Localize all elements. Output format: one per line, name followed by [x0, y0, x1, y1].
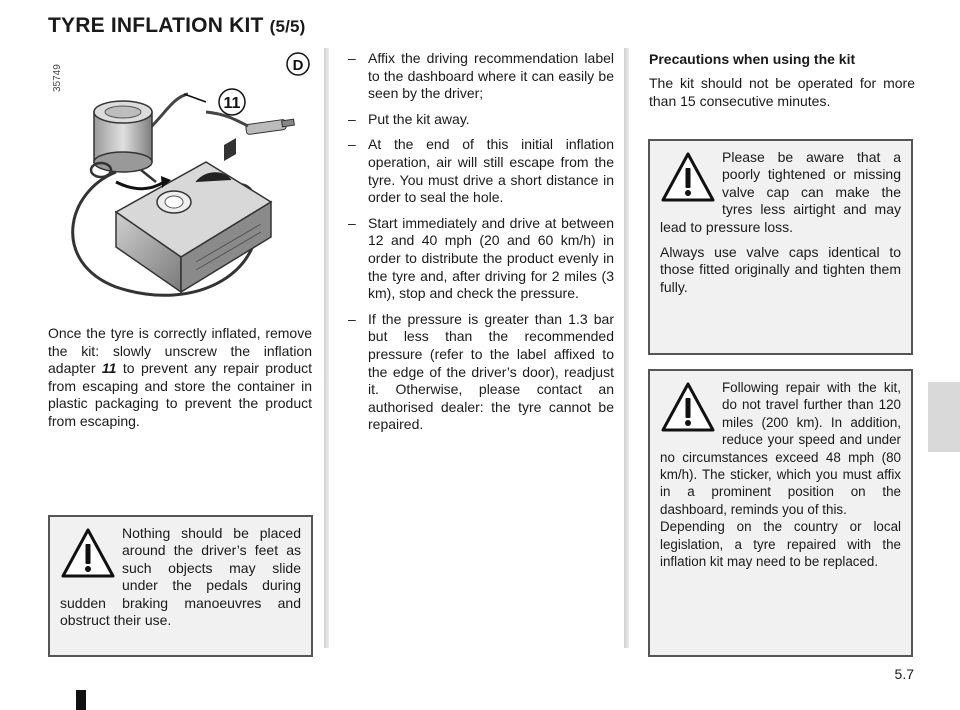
figure-letter: D [292, 57, 304, 74]
text-run: Once the tyre is correctly inflated, remove the kit: slowly unscrew the inflation adapter [48, 325, 312, 377]
page-title-part: (5/5) [269, 17, 306, 36]
callout-number: 11 [223, 95, 241, 112]
instruction-list [348, 50, 614, 442]
warning-text: Depending on the country or local legislation, a tyre repaired with the inflation kit may need to be replaced. [660, 519, 901, 570]
warning-text: Please be aware that a poorly tightened or missing valve cap can make the tyres less airtight and may lead to pressure loss. [660, 149, 901, 235]
warning-text: Always use valve caps identical to those fitted originally and tighten them fully. [660, 244, 901, 295]
warning-triangle-icon [660, 381, 716, 433]
warning-text: Nothing should be placed around the driver’s feet as such objects may slide under the pedals during sudden braking manoeuvres and obstruct their use. [60, 525, 301, 629]
inflation-kit-illustration [56, 52, 318, 302]
precautions-text: The kit should not be operated for more than 15 consecutive minutes. [649, 75, 915, 109]
section-tab [928, 382, 960, 452]
power-plug [206, 112, 294, 135]
warning-box-valve-caps [648, 139, 913, 355]
list-item: – Put the kit away. [348, 111, 614, 129]
inline-reference: 11 [101, 360, 117, 377]
left-paragraph [48, 325, 312, 431]
warning-text: Following repair with the kit, do not travel further than 120 miles (200 km). In addition, reduce your speed and under no circumstances exceed 48 mph (80 km/h). The sticker, which you must affix in a prominent position on the dashboard, reminds you of this. [660, 380, 901, 517]
list-item: – Start immediately and drive at between 12 and 40 mph (20 and 60 km/h) in order to distribute the product evenly in the tyre and, after driving for 2 miles (3 km), stop and check the pressure. [348, 215, 614, 303]
page-title-text: TYRE INFLATION KIT [48, 14, 264, 37]
corner-mark [76, 690, 86, 710]
hose [151, 94, 188, 127]
text-run: to prevent any repair product from escaping and store the container in plastic packaging to prevent the product from escaping. [48, 360, 312, 429]
page-title [48, 14, 306, 38]
precautions-heading: Precautions when using the kit [649, 51, 856, 67]
figure-code: 35749 [52, 64, 63, 92]
sealant-canister [91, 101, 156, 182]
arrow [116, 182, 164, 189]
list-item: – If the pressure is greater than 1.3 bar but less than the recommended pressure (refer to the label affixed to the edge of the driver’s door), readjust it. Otherwise, please contact an authorised dealer: the tyre cannot be repaired. [348, 311, 614, 434]
column-divider [624, 48, 629, 648]
warning-triangle-icon [60, 527, 116, 579]
warning-box-feet [48, 515, 313, 657]
column-divider [324, 48, 329, 648]
page-number: 5.7 [894, 666, 914, 682]
list-item: – Affix the driving recommendation label to the dashboard where it can easily be seen by the driver; [348, 50, 614, 103]
warning-triangle-icon [660, 151, 716, 203]
warning-box-after-repair [648, 369, 913, 657]
list-item: – At the end of this initial inflation operation, air will still escape from the tyre. You must drive a short distance in order to seal the hole. [348, 136, 614, 206]
